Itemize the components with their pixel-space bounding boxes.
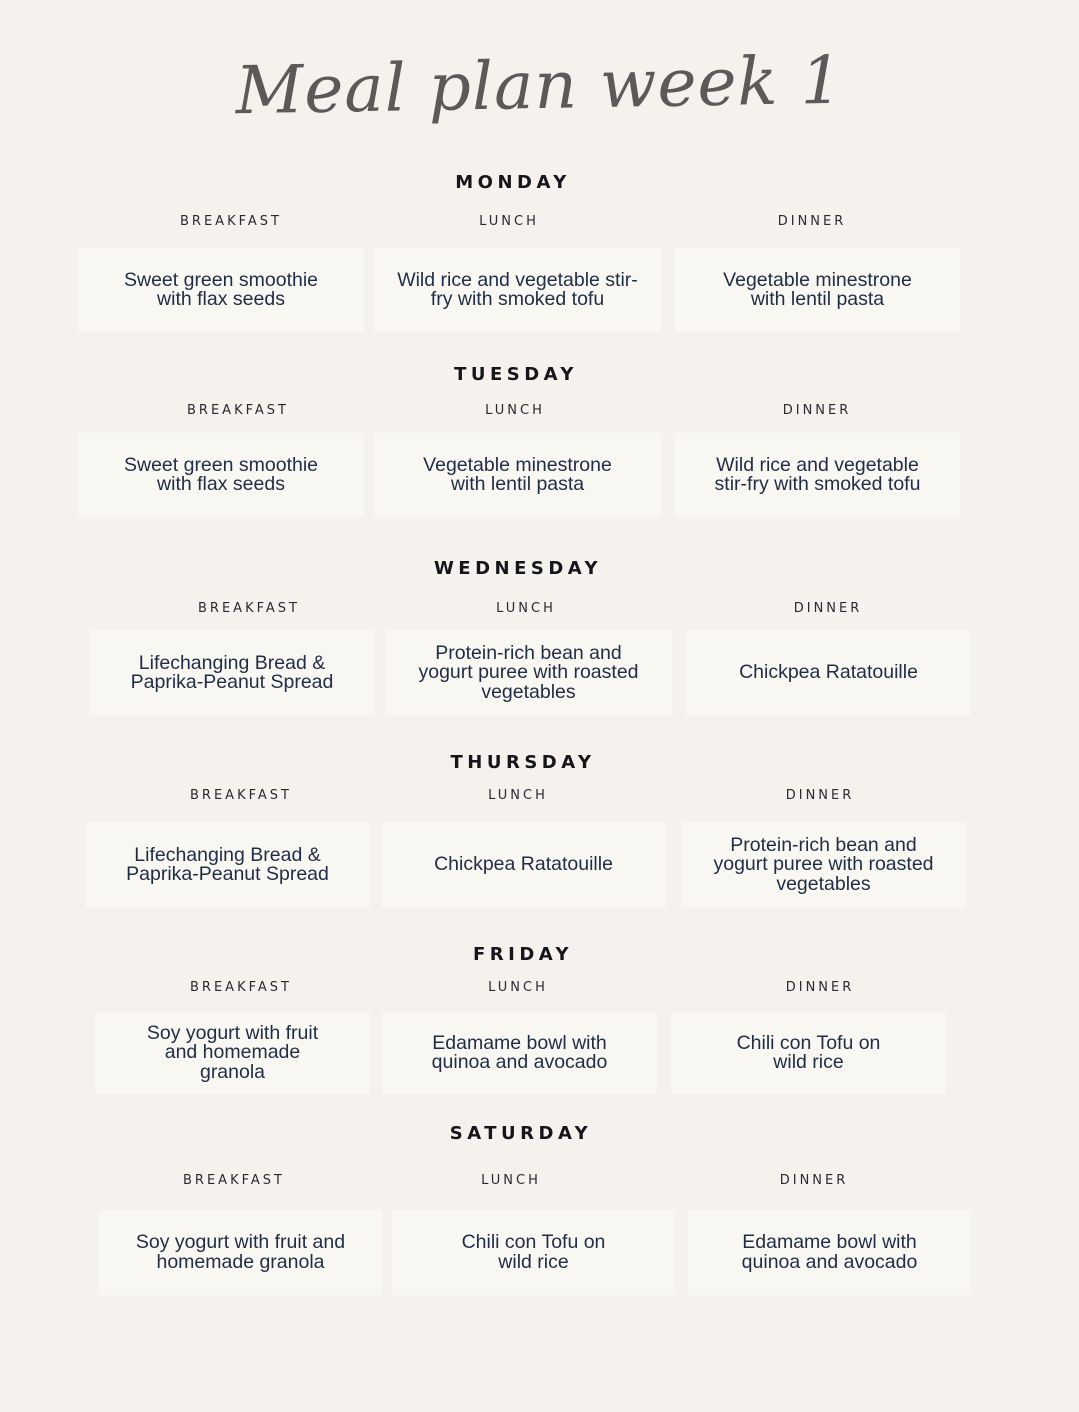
meal-text: Edamame bowl with quinoa and avocado: [741, 1231, 918, 1273]
breakfast-label: BREAKFAST: [190, 788, 292, 803]
dinner-label: DINNER: [779, 1173, 849, 1188]
dinner-label: DINNER: [785, 788, 855, 803]
day-heading: THURSDAY: [450, 752, 596, 773]
breakfast-card: [78, 433, 364, 517]
breakfast-card: [85, 822, 370, 908]
dinner-card: [675, 433, 960, 517]
lunch-label: LUNCH: [496, 601, 556, 616]
lunch-label: LUNCH: [485, 403, 545, 418]
lunch-card: [381, 822, 666, 908]
meal-text: Lifechanging Bread & Paprika-Peanut Spread: [126, 843, 329, 885]
lunch-label: LUNCH: [488, 980, 548, 995]
dinner-card: [688, 1210, 971, 1295]
day-heading: MONDAY: [455, 172, 571, 193]
lunch-card: [385, 630, 672, 716]
lunch-label: LUNCH: [479, 214, 539, 229]
page-title: Meal plan week 1: [234, 41, 845, 130]
breakfast-label: BREAKFAST: [187, 403, 289, 418]
meal-text: Chickpea Ratatouille: [434, 853, 613, 876]
dinner-label: DINNER: [782, 403, 852, 418]
lunch-card: [382, 1012, 657, 1094]
meal-text: Chickpea Ratatouille: [739, 661, 918, 684]
meal-text: Vegetable minestrone with lentil pasta: [723, 268, 912, 310]
meal-text: Sweet green smoothie with flax seeds: [123, 453, 319, 495]
meal-text: Chili con Tofu on wild rice: [461, 1231, 606, 1273]
dinner-label: DINNER: [793, 601, 863, 616]
breakfast-card: [99, 1210, 382, 1295]
day-heading: WEDNESDAY: [433, 558, 603, 579]
lunch-card: [374, 248, 661, 332]
lunch-card: [392, 1210, 675, 1295]
meal-text: Wild rice and vegetable stir-fry with smoked tofu: [714, 453, 921, 495]
dinner-card: [671, 1012, 946, 1094]
meal-text: Protein-rich bean and yogurt puree with roasted vegetables: [713, 833, 934, 895]
dinner-card: [681, 822, 966, 908]
day-heading: SATURDAY: [449, 1123, 593, 1144]
meal-text: Protein-rich bean and yogurt puree with roasted vegetables: [418, 641, 639, 703]
breakfast-label: BREAKFAST: [183, 1173, 285, 1188]
meal-text: Soy yogurt with fruit and homemade granola: [135, 1231, 346, 1273]
meal-text: Edamame bowl with quinoa and avocado: [431, 1031, 608, 1073]
day-heading: FRIDAY: [472, 944, 574, 965]
meal-text: Chili con Tofu on wild rice: [736, 1031, 881, 1073]
breakfast-card: [89, 630, 375, 716]
lunch-label: LUNCH: [481, 1173, 541, 1188]
meal-text: Sweet green smoothie with flax seeds: [123, 268, 319, 310]
dinner-card: [686, 630, 971, 716]
lunch-card: [374, 433, 661, 517]
breakfast-label: BREAKFAST: [190, 980, 292, 995]
breakfast-label: BREAKFAST: [180, 214, 282, 229]
dinner-label: DINNER: [777, 214, 847, 229]
lunch-label: LUNCH: [488, 788, 548, 803]
meal-text: Vegetable minestrone with lentil pasta: [423, 453, 612, 495]
dinner-label: DINNER: [785, 980, 855, 995]
meal-text: Lifechanging Bread & Paprika-Peanut Spread: [130, 651, 334, 693]
breakfast-label: BREAKFAST: [198, 601, 300, 616]
meal-text: Soy yogurt with fruit and homemade granola: [146, 1021, 319, 1083]
breakfast-card: [78, 248, 364, 332]
meal-text: Wild rice and vegetable stir-fry with smoked tofu: [397, 268, 638, 310]
breakfast-card: [95, 1012, 370, 1094]
dinner-card: [675, 248, 960, 332]
day-heading: TUESDAY: [454, 364, 578, 385]
